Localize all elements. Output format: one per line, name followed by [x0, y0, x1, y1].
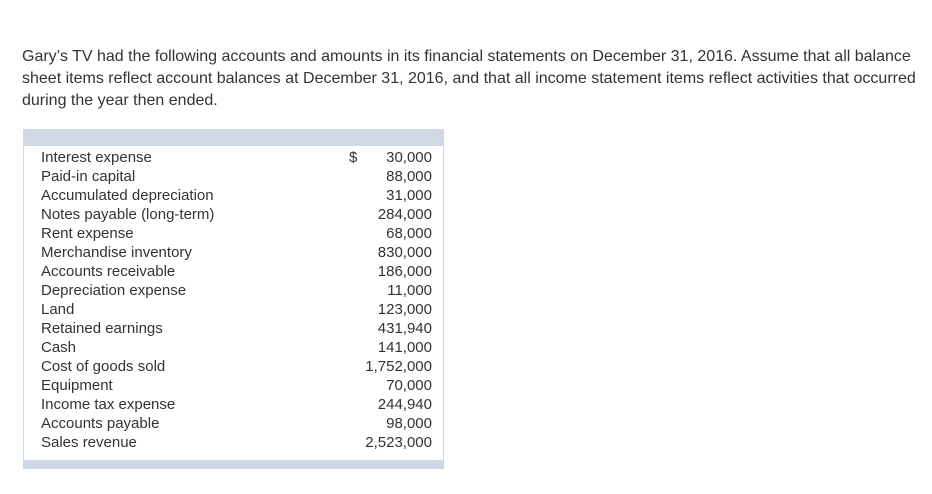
account-label: Equipment [41, 377, 113, 394]
account-amount: 30,000 [386, 149, 432, 166]
account-amount: 141,000 [377, 339, 432, 356]
account-amount: 98,000 [386, 415, 432, 432]
table-header-band [23, 129, 444, 146]
account-amount: 2,523,000 [365, 434, 432, 451]
accounts-table [23, 129, 444, 469]
account-label: Notes payable (long-term) [41, 206, 215, 223]
account-label: Interest expense [41, 149, 152, 166]
account-amount: 123,000 [377, 301, 432, 318]
account-amount: 431,940 [377, 320, 432, 337]
table-row [23, 262, 444, 281]
account-label: Merchandise inventory [41, 244, 192, 261]
account-label: Cost of goods sold [41, 358, 166, 375]
account-amount: 70,000 [386, 377, 432, 394]
table-row [23, 243, 444, 262]
table-row [23, 376, 444, 395]
account-amount: 1,752,000 [365, 358, 432, 375]
account-amount: 68,000 [386, 225, 432, 242]
table-row [23, 224, 444, 243]
account-amount: 11,000 [387, 282, 432, 299]
account-amount: 88,000 [386, 168, 432, 185]
currency-symbol: $ [349, 149, 358, 166]
table-row [23, 433, 444, 452]
account-label: Rent expense [41, 225, 134, 242]
account-label: Depreciation expense [41, 282, 187, 299]
account-label: Paid-in capital [41, 168, 136, 185]
account-label: Income tax expense [41, 396, 176, 413]
account-label: Cash [41, 339, 77, 356]
table-footer-band [23, 460, 444, 469]
table-row [23, 186, 444, 205]
table-row [23, 414, 444, 433]
table-row [23, 357, 444, 376]
table-row [23, 395, 444, 414]
table-row [23, 338, 444, 357]
table-row [23, 300, 444, 319]
table-row [23, 319, 444, 338]
account-label: Retained earnings [41, 320, 163, 337]
account-amount: 830,000 [377, 244, 432, 261]
problem-statement: Gary’s TV had the following accounts and amounts in its financial statements on December 31, 2016. Assume that all balance sheet items reflect account balances at December 31, 2016, and that all income statement items reflect activities that occurred during the year then ended. [22, 48, 916, 109]
table-row [23, 205, 444, 224]
account-label: Accumulated depreciation [41, 187, 214, 204]
table-row [23, 281, 444, 300]
account-amount: 31,000 [386, 187, 432, 204]
account-label: Land [41, 301, 75, 318]
table-row [23, 167, 444, 186]
account-amount: 284,000 [377, 206, 432, 223]
account-label: Accounts payable [41, 415, 160, 432]
account-label: Accounts receivable [41, 263, 176, 280]
table-row [23, 148, 444, 167]
account-amount: 244,940 [377, 396, 432, 413]
account-amount: 186,000 [377, 263, 432, 280]
account-label: Sales revenue [41, 434, 137, 451]
